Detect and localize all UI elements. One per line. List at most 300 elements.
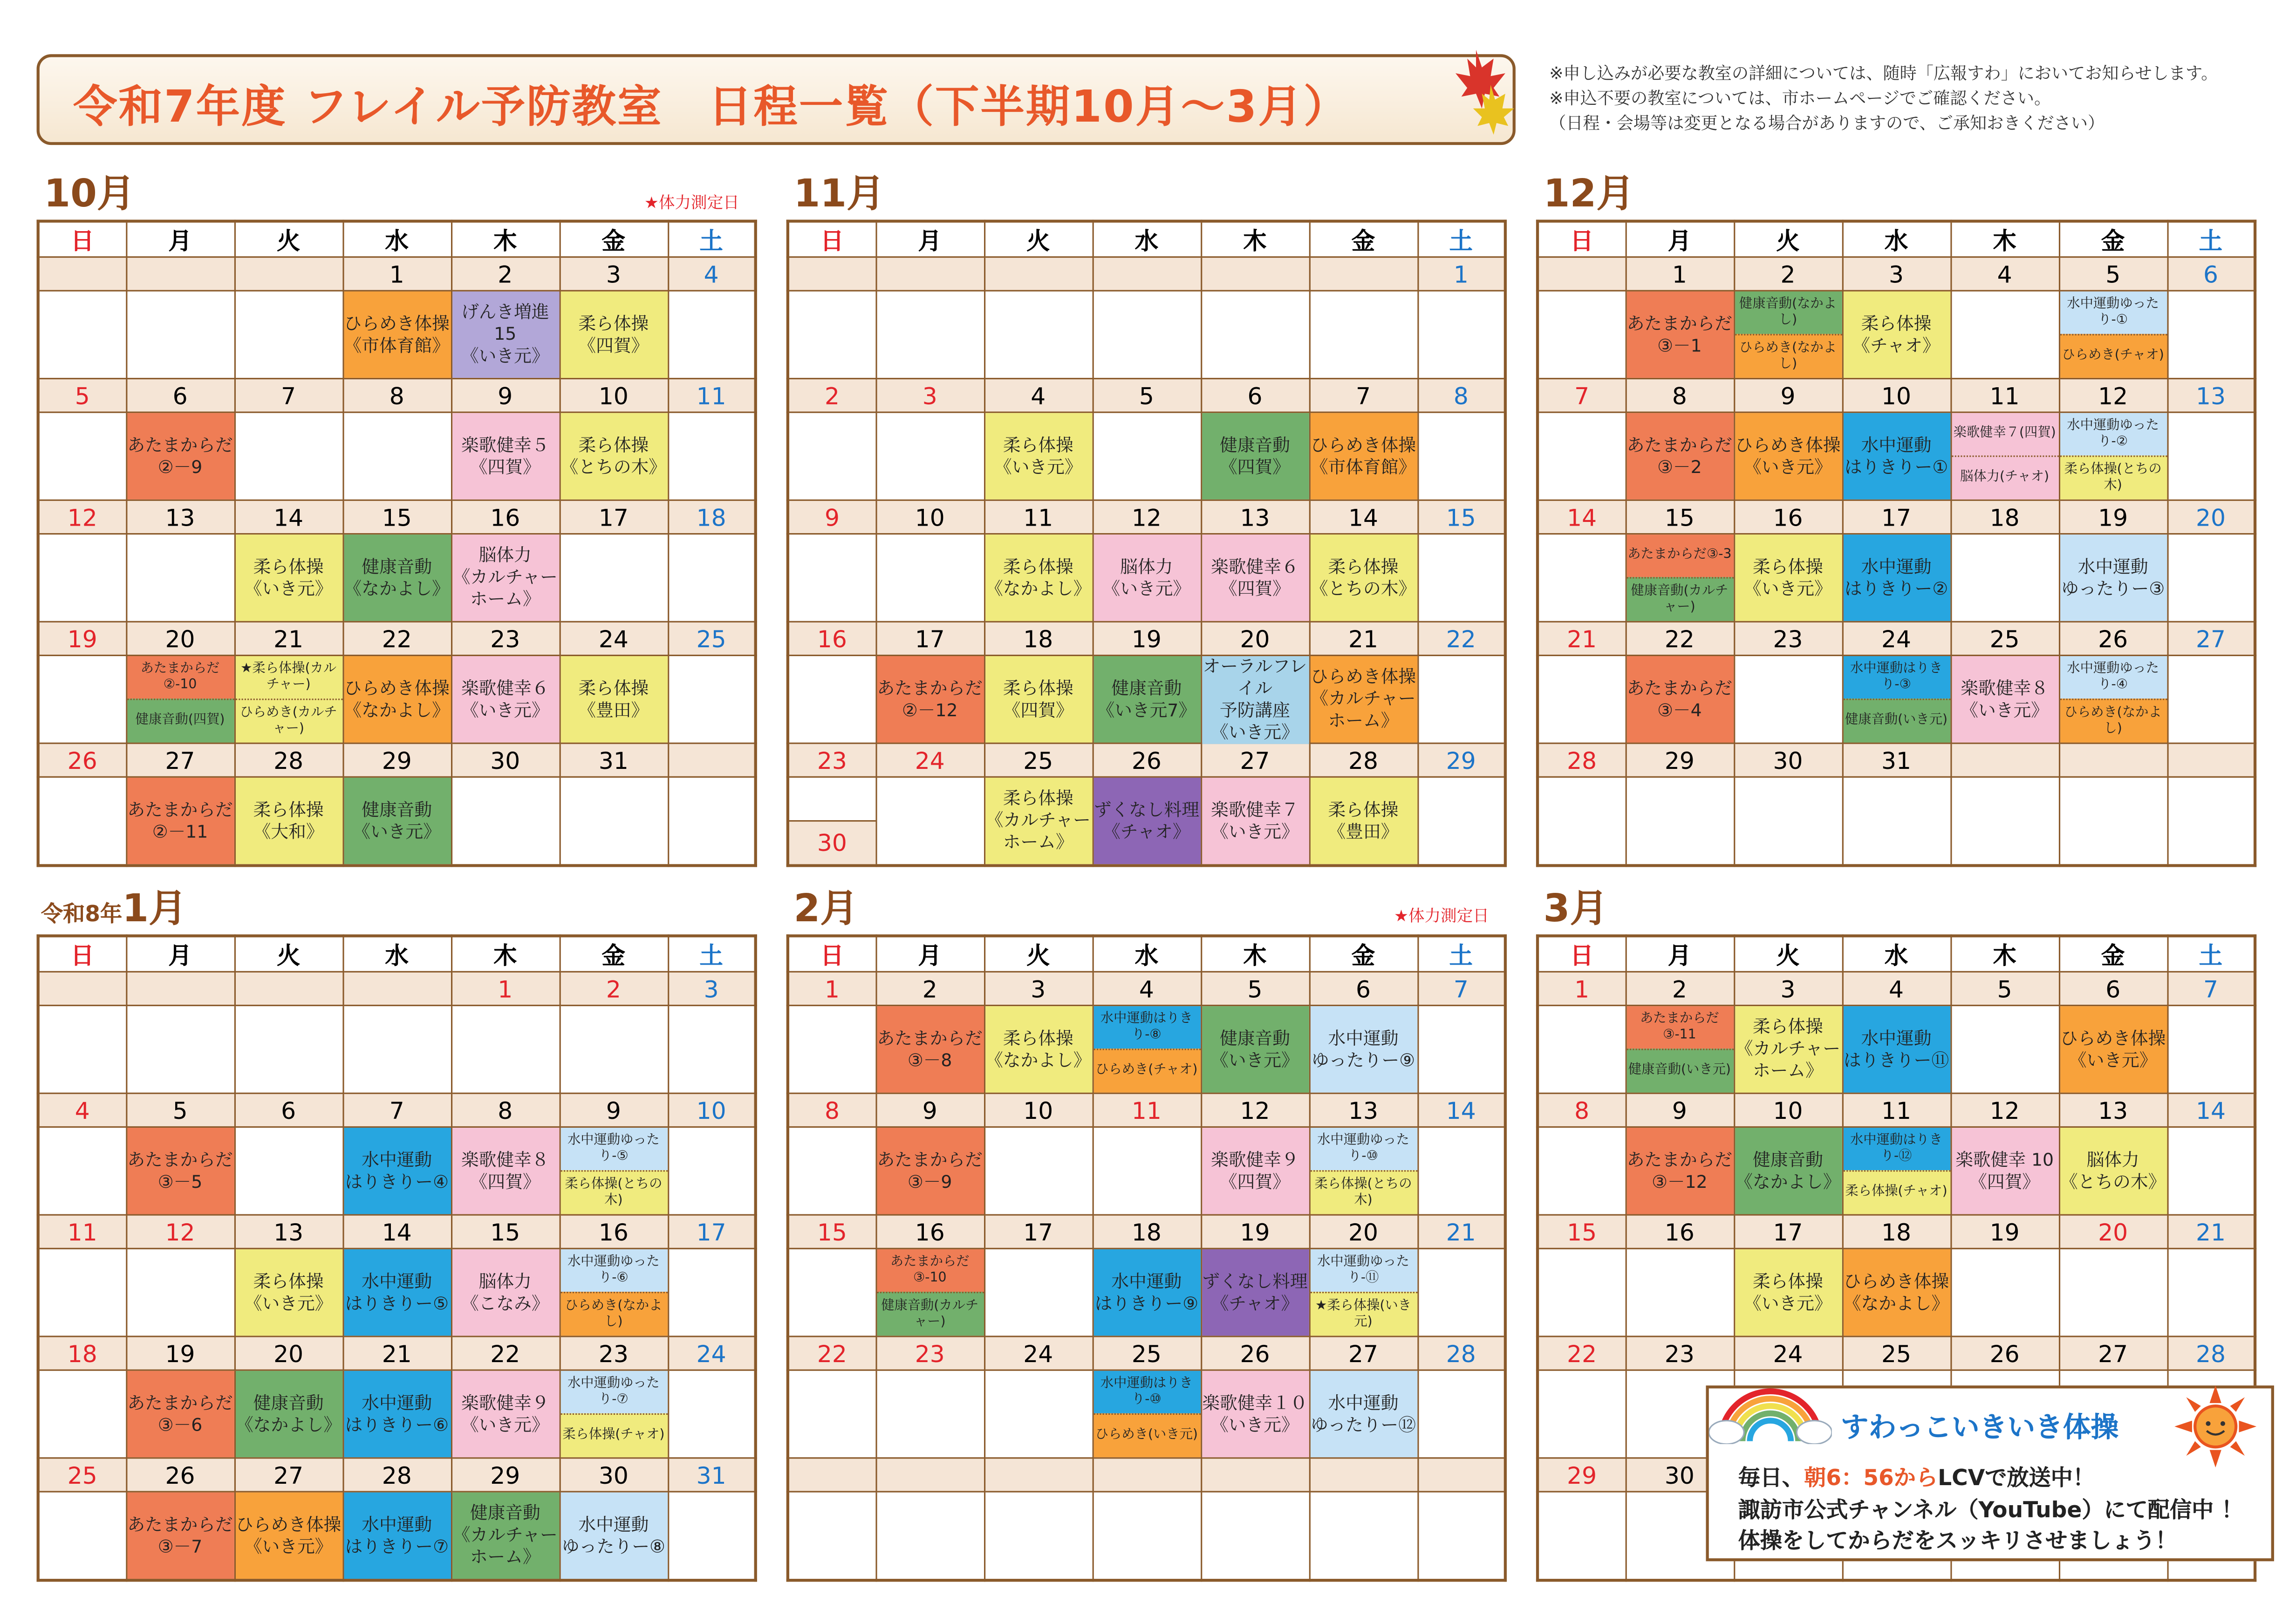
event-cell [2167, 291, 2255, 379]
date-cell: 2 [1626, 972, 1734, 1005]
event-cell [984, 1127, 1093, 1215]
class-entry: ひらめき(カルチャー) [235, 699, 342, 742]
event-cell [1093, 534, 1201, 622]
class-entry: ★柔ら体操(カルチャー) [235, 656, 342, 699]
month-title: 3月 [1543, 887, 1608, 932]
event-cell [2059, 777, 2167, 865]
event-cell [1309, 534, 1418, 622]
weekday-header: 土 [1417, 221, 1505, 257]
date-cell: 20 [1201, 622, 1309, 655]
date-cell [1201, 257, 1309, 291]
date-cell: 13 [1309, 1093, 1418, 1127]
event-cell [1734, 777, 1842, 865]
event-cell [1201, 655, 1309, 743]
weekday-header: 日 [1538, 936, 1626, 972]
event-cell [1417, 1127, 1505, 1215]
event-cell [2059, 534, 2167, 622]
date-cell: 19 [38, 622, 126, 655]
class-entry: 水中運動ゆったり-⑦ [560, 1371, 667, 1413]
date-cell: 3 [875, 378, 984, 412]
event-cell [560, 777, 668, 865]
page-title: 令和7年度 フレイル予防教室 日程一覧（下半期10月～3月） [73, 82, 1349, 134]
date-cell: 2 [560, 972, 668, 1005]
calendar-3 [37, 934, 757, 1582]
class-entry: 水中運動 はりきりー⑪ [1843, 1006, 1949, 1092]
event-cell [1201, 1492, 1309, 1580]
class-entry: 健康音動(なかよし) [1735, 291, 1841, 334]
date-cell: 1 [342, 257, 451, 291]
class-entry: 柔ら体操(とちの木) [1310, 1170, 1416, 1214]
event-cell [126, 1127, 234, 1215]
event-cell [1417, 1370, 1505, 1458]
date-cell: 28 [1538, 743, 1626, 777]
event-cell [38, 1370, 126, 1458]
date-cell: 9 [875, 1093, 984, 1127]
date-cell: 13 [234, 1215, 343, 1248]
event-cell [234, 291, 343, 379]
event-cell [1538, 655, 1626, 743]
date-cell: 19 [1950, 1215, 2059, 1248]
month-title: 2月 [793, 887, 859, 932]
class-entry: あたまからだ③-11 [1626, 1006, 1733, 1048]
class-entry: 脳体力 《こなみ》 [452, 1249, 559, 1336]
class-entry: 柔ら体操 《カルチャーホーム》 [985, 778, 1092, 864]
event-cell [984, 1492, 1093, 1580]
class-entry: 水中運動 はりきりー⑦ [343, 1493, 450, 1579]
event-cell [1950, 1248, 2059, 1336]
date-cell: 21 [342, 1336, 451, 1370]
date-cell: 7 [1538, 378, 1626, 412]
event-cell [2167, 534, 2255, 622]
date-cell: 18 [984, 622, 1093, 655]
date-cell [875, 257, 984, 291]
event-cell [1734, 412, 1842, 500]
class-entry: 楽歌健幸１０ 《いき元》 [1202, 1371, 1308, 1457]
class-entry: ひらめき(チャオ) [1093, 1048, 1200, 1092]
date-cell [984, 1458, 1093, 1492]
weekday-header: 金 [560, 936, 668, 972]
event-cell [1417, 1248, 1505, 1336]
date-cell [1538, 257, 1626, 291]
date-cell: 15 [342, 500, 451, 534]
date-cell: 27 [234, 1458, 343, 1492]
event-cell [1626, 1127, 1734, 1215]
event-cell [1626, 1006, 1734, 1094]
weekday-header: 日 [38, 936, 126, 972]
class-entry: 柔ら体操 《四賀》 [985, 656, 1092, 742]
date-cell: 8 [1417, 378, 1505, 412]
event-cell [875, 1127, 984, 1215]
event-cell [1093, 1127, 1201, 1215]
event-cell [1626, 291, 1734, 379]
weekday-header: 木 [451, 936, 560, 972]
class-entry: 楽歌健幸７(四賀) [1951, 413, 2058, 455]
event-cell [1309, 291, 1418, 379]
note-line: （日程・会場等は変更となる場合がありますので、ご承知おきください） [1549, 113, 2105, 134]
class-entry: ひらめき(チャオ) [2059, 334, 2166, 378]
calendar-2 [1536, 219, 2256, 866]
date-cell: 7 [342, 1093, 451, 1127]
class-entry: 水中運動ゆったり-⑩ [1310, 1128, 1416, 1170]
event-cell [668, 1127, 756, 1215]
date-cell: 23 [1734, 622, 1842, 655]
weekday-header: 日 [788, 221, 876, 257]
event-cell [451, 291, 560, 379]
event-cell [1309, 1127, 1418, 1215]
class-entry: あたまからだ ③－6 [127, 1371, 233, 1457]
weekday-header: 日 [788, 936, 876, 972]
event-cell [234, 412, 343, 500]
date-cell: 25 [1950, 622, 2059, 655]
event-cell [1538, 291, 1626, 379]
class-entry: 楽歌健幸８ 《いき元》 [1951, 656, 2058, 742]
date-cell: 30 [789, 820, 875, 864]
date-cell: 9 [1626, 1093, 1734, 1127]
class-entry: ひらめき(なかよし) [1735, 334, 1841, 378]
class-entry: あたまからだ ②－9 [127, 413, 233, 499]
event-cell [1950, 777, 2059, 865]
date-cell: 1 [1626, 257, 1734, 291]
event-cell [1626, 534, 1734, 622]
date-cell: 15 [788, 1215, 876, 1248]
date-cell: 22 [451, 1336, 560, 1370]
event-cell [234, 655, 343, 743]
event-cell [1538, 534, 1626, 622]
date-cell: 27 [126, 743, 234, 777]
date-cell: 1 [1538, 972, 1626, 1005]
event-cell [788, 1127, 876, 1215]
event-cell [126, 1248, 234, 1336]
date-cell: 28 [342, 1458, 451, 1492]
date-cell: 14 [342, 1215, 451, 1248]
date-cell: 25 [984, 743, 1093, 777]
date-cell: 7 [1309, 378, 1418, 412]
class-entry: あたまからだ ③－4 [1626, 656, 1733, 742]
class-entry: 水中運動 はりきりー⑥ [343, 1371, 450, 1457]
event-cell [1842, 1006, 1951, 1094]
date-cell: 24 [875, 743, 984, 777]
class-entry: 水中運動はりきり-⑩ [1093, 1371, 1200, 1413]
date-cell [788, 257, 876, 291]
date-cell: 18 [1950, 500, 2059, 534]
event-cell [984, 534, 1093, 622]
event-cell [1734, 534, 1842, 622]
event-cell [2059, 1248, 2167, 1336]
calendar-0 [37, 219, 757, 867]
date-cell: 4 [984, 378, 1093, 412]
date-cell [38, 972, 126, 1005]
event-cell [1538, 1370, 1626, 1458]
date-cell: 5 [126, 1093, 234, 1127]
weekday-header: 木 [1201, 221, 1309, 257]
event-cell [875, 777, 984, 865]
event-cell [668, 655, 756, 743]
date-cell [234, 972, 343, 1005]
date-cell: 22 [1626, 622, 1734, 655]
event-cell [126, 1370, 234, 1458]
calendar-4 [786, 934, 1507, 1581]
event-cell [342, 1370, 451, 1458]
weekday-header: 月 [1626, 936, 1734, 972]
date-cell: 9 [451, 378, 560, 412]
date-cell [875, 1458, 984, 1492]
event-cell [560, 291, 668, 379]
event-cell [38, 291, 126, 379]
class-entry: あたまからだ ②－12 [876, 656, 983, 742]
event-cell [560, 412, 668, 500]
date-cell [2167, 743, 2255, 777]
date-cell: 1 [451, 972, 560, 1005]
event-cell [234, 1127, 343, 1215]
date-cell: 5 [1201, 972, 1309, 1005]
event-cell [875, 291, 984, 379]
class-entry: あたまからだ ③－1 [1626, 291, 1733, 377]
event-cell [1201, 534, 1309, 622]
weekday-header: 土 [2167, 221, 2255, 257]
event-cell [342, 777, 451, 865]
date-cell: 2 [875, 972, 984, 1005]
date-cell: 5 [1093, 378, 1201, 412]
date-cell: 8 [788, 1093, 876, 1127]
event-cell [668, 1492, 756, 1580]
class-entry: 健康音動 《なかよし》 [343, 534, 450, 621]
date-cell: 14 [1309, 500, 1418, 534]
fitness-test-note: ★体力測定日 [644, 193, 739, 212]
date-cell: 13 [2059, 1093, 2167, 1127]
date-cell: 5 [2059, 257, 2167, 291]
event-cell [1201, 1127, 1309, 1215]
date-cell: 8 [1538, 1093, 1626, 1127]
event-cell [1626, 1248, 1734, 1336]
class-entry: げんき増進 15 《いき元》 [452, 291, 559, 377]
weekday-header: 月 [875, 221, 984, 257]
event-cell [38, 1127, 126, 1215]
date-cell: 13 [126, 500, 234, 534]
event-cell [342, 1006, 451, 1094]
date-cell: 19 [1093, 622, 1201, 655]
event-cell [451, 1006, 560, 1094]
event-cell [668, 777, 756, 865]
promo-line-3: 体操をしてからだをスッキリさせましょう！ [1738, 1528, 2178, 1554]
date-cell: 25 [1842, 1336, 1951, 1370]
date-cell: 26 [38, 743, 126, 777]
promo-box [1706, 1385, 2274, 1561]
weekday-header: 水 [1093, 936, 1201, 972]
class-entry: 水中運動 ゆったりー⑫ [1310, 1371, 1416, 1457]
date-cell: 23 [788, 743, 876, 777]
date-cell: 26 [1950, 1336, 2059, 1370]
event-cell [451, 655, 560, 743]
event-cell [1734, 1006, 1842, 1094]
class-entry: ずくなし料理 《チャオ》 [1202, 1249, 1308, 1336]
date-cell [1201, 1458, 1309, 1492]
event-cell [1734, 1248, 1842, 1336]
class-entry: 楽歌健幸５ 《四賀》 [452, 413, 559, 499]
date-cell: 22 [788, 1336, 876, 1370]
class-entry: 水中運動 ゆったりー③ [2059, 534, 2166, 621]
date-cell: 16 [1626, 1215, 1734, 1248]
date-cell: 3 [668, 972, 756, 1005]
date-cell: 21 [1417, 1215, 1505, 1248]
class-entry: ひらめき体操 《カルチャーホーム》 [1310, 656, 1416, 742]
class-entry: 柔ら体操 《四賀》 [560, 291, 667, 377]
event-cell [234, 777, 343, 865]
event-cell [1842, 1248, 1951, 1336]
date-cell [2059, 743, 2167, 777]
weekday-header: 日 [1538, 221, 1626, 257]
event-cell [1093, 1006, 1201, 1094]
event-cell [2167, 1127, 2255, 1215]
event-cell [1538, 1492, 1626, 1580]
weekday-header: 土 [1417, 936, 1505, 972]
date-cell: 12 [126, 1215, 234, 1248]
date-cell: 18 [1093, 1215, 1201, 1248]
event-cell [451, 1248, 560, 1336]
class-entry: 水中運動 はりきりー⑨ [1093, 1249, 1200, 1336]
month-title: 12月 [1543, 172, 1635, 217]
weekday-header: 水 [1093, 221, 1201, 257]
event-cell [560, 1127, 668, 1215]
class-entry: あたまからだ ③－5 [127, 1128, 233, 1214]
date-cell: 20 [126, 622, 234, 655]
date-cell: 6 [1309, 972, 1418, 1005]
class-entry: 水中運動ゆったり-⑥ [560, 1249, 667, 1292]
date-cell: 16 [1734, 500, 1842, 534]
month-title: 11月 [793, 172, 885, 217]
date-cell: 15 [451, 1215, 560, 1248]
weekday-header: 木 [1950, 221, 2059, 257]
event-cell [1417, 291, 1505, 379]
class-entry: 楽歌健幸 10 《四賀》 [1951, 1128, 2058, 1214]
class-entry: あたまからだ ③－8 [876, 1006, 983, 1092]
date-cell: 10 [1734, 1093, 1842, 1127]
class-entry: あたまからだ ③－2 [1626, 413, 1733, 499]
date-cell: 19 [126, 1336, 234, 1370]
event-cell [1417, 777, 1505, 865]
class-entry: 柔ら体操(とちの木) [560, 1170, 667, 1214]
date-cell: 31 [560, 743, 668, 777]
event-cell [984, 655, 1093, 743]
date-cell: 17 [1842, 500, 1951, 534]
class-entry: 柔ら体操 《いき元》 [1735, 1249, 1841, 1336]
class-entry: あたまからだ ③－9 [876, 1128, 983, 1214]
class-entry: 水中運動 ゆったりー⑧ [560, 1493, 667, 1579]
class-entry: 柔ら体操 《いき元》 [235, 1249, 342, 1336]
date-cell: 19 [1201, 1215, 1309, 1248]
class-entry: 柔ら体操 《とちの木》 [560, 413, 667, 499]
event-cell [38, 1006, 126, 1094]
date-cell: 24 [560, 622, 668, 655]
fitness-test-note: ★体力測定日 [1394, 906, 1489, 926]
event-cell [1842, 777, 1951, 865]
class-entry: 柔ら体操 《チャオ》 [1843, 291, 1949, 377]
date-cell [1950, 743, 2059, 777]
event-cell [38, 412, 126, 500]
date-cell: 12 [1093, 500, 1201, 534]
date-cell: 29 [1417, 743, 1505, 777]
date-cell: 27 [2059, 1336, 2167, 1370]
class-entry: 健康音動(いき元) [1626, 1048, 1733, 1092]
class-entry: 柔ら体操 《なかよし》 [985, 534, 1092, 621]
event-cell [234, 1492, 343, 1580]
date-cell [984, 257, 1093, 291]
date-cell: 20 [234, 1336, 343, 1370]
date-cell: 10 [1842, 378, 1951, 412]
class-entry: 脳体力 《カルチャーホーム》 [452, 534, 559, 621]
date-cell: 25 [1093, 1336, 1201, 1370]
class-entry: 脳体力 《とちの木》 [2059, 1128, 2166, 1214]
event-cell [984, 412, 1093, 500]
class-entry: ずくなし料理 《チャオ》 [1093, 778, 1200, 864]
date-cell: 15 [1417, 500, 1505, 534]
event-cell [875, 1006, 984, 1094]
class-entry: 楽歌健幸９ 《いき元》 [452, 1371, 559, 1457]
promo-title: すわっこいきいき体操 [1840, 1412, 2119, 1444]
class-entry: 柔ら体操 《カルチャーホーム》 [1735, 1006, 1841, 1092]
date-cell: 8 [342, 378, 451, 412]
event-cell [1093, 291, 1201, 379]
class-entry: 水中運動はりきり-⑫ [1843, 1128, 1949, 1170]
event-cell [38, 1492, 126, 1580]
class-entry: 柔ら体操 《なかよし》 [985, 1006, 1092, 1092]
event-cell [1093, 1492, 1201, 1580]
event-cell [234, 1370, 343, 1458]
event-cell [342, 291, 451, 379]
event-cell [126, 534, 234, 622]
event-cell [126, 655, 234, 743]
date-cell: 29 [1538, 1458, 1626, 1492]
class-entry: ひらめき体操 《なかよし》 [343, 656, 450, 742]
event-cell [875, 655, 984, 743]
event-cell [2167, 412, 2255, 500]
weekday-header: 金 [560, 221, 668, 257]
event-cell [2167, 1006, 2255, 1094]
date-cell: 4 [38, 1093, 126, 1127]
date-cell: 28 [1417, 1336, 1505, 1370]
date-cell: 12 [2059, 378, 2167, 412]
event-cell [2059, 1127, 2167, 1215]
event-cell [788, 1370, 876, 1458]
event-cell [560, 1248, 668, 1336]
event-cell [342, 1127, 451, 1215]
date-cell: 20 [2059, 1215, 2167, 1248]
event-cell [1093, 1370, 1201, 1458]
event-cell [788, 777, 876, 865]
event-cell [234, 534, 343, 622]
date-cell: 2 [788, 378, 876, 412]
class-entry: 楽歌健幸７ 《いき元》 [1202, 778, 1308, 864]
weekday-header: 月 [126, 936, 234, 972]
class-entry: 楽歌健幸６ 《四賀》 [1202, 534, 1308, 621]
class-entry: 柔ら体操(とちの木) [2059, 455, 2166, 499]
class-entry: 楽歌健幸８ 《四賀》 [452, 1128, 559, 1214]
date-cell: 10 [560, 378, 668, 412]
class-entry: 楽歌健幸６ 《いき元》 [452, 656, 559, 742]
class-entry: あたまからだ③-3 [1626, 534, 1733, 577]
date-cell: 23 [875, 1336, 984, 1370]
event-cell [875, 534, 984, 622]
weekday-header: 月 [1626, 221, 1734, 257]
class-entry: 柔ら体操 《大和》 [235, 778, 342, 864]
event-cell [234, 1248, 343, 1336]
date-cell: 16 [560, 1215, 668, 1248]
event-cell [38, 1248, 126, 1336]
event-cell [875, 1492, 984, 1580]
date-cell: 6 [1201, 378, 1309, 412]
event-cell [126, 291, 234, 379]
event-cell [875, 1248, 984, 1336]
class-entry: 脳体力 《いき元》 [1093, 534, 1200, 621]
